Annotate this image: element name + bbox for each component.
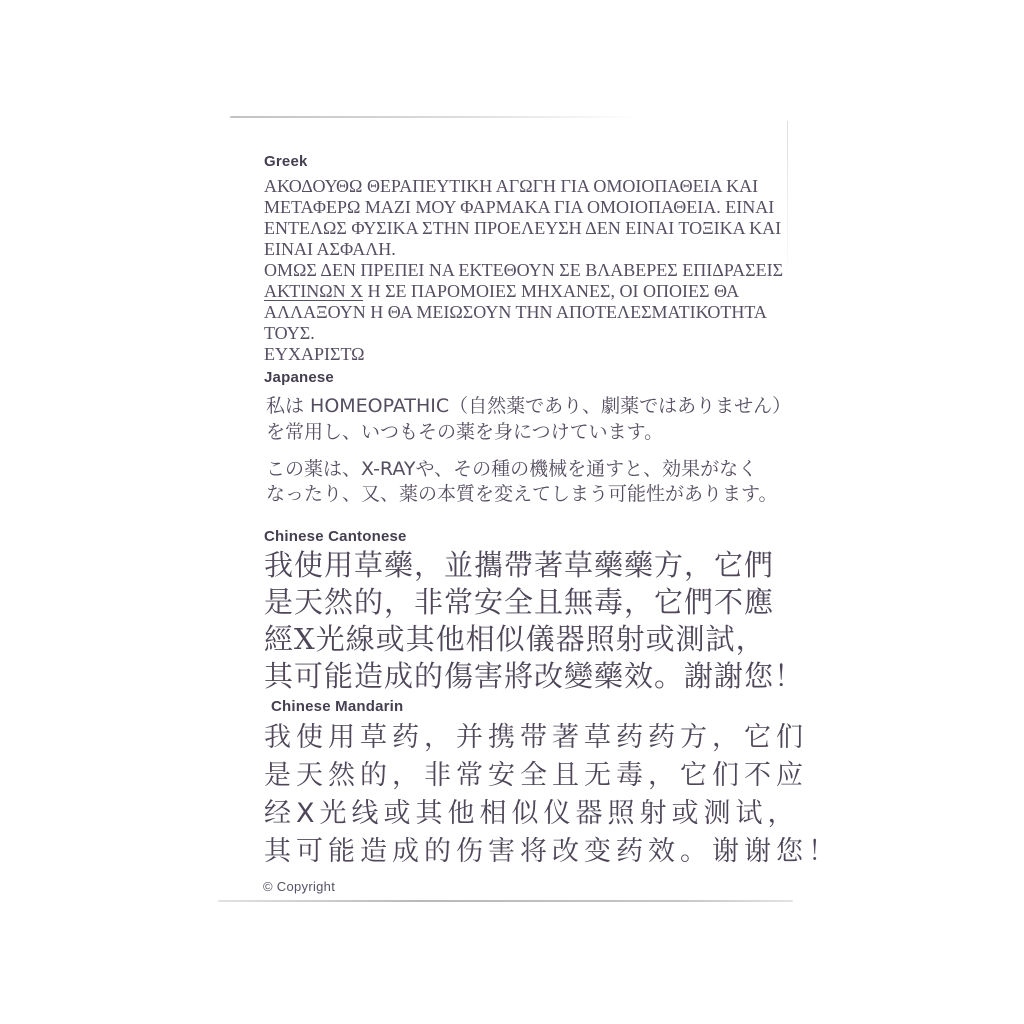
greek-text-line-2: ΜΕΤΑΦΕΡΩ ΜΑΖΙ ΜΟΥ ΦΑΡΜΑΚΑ ΓΙΑ ΟΜΟΙΟΠΑΘΕΙΑ. ΕΙΝΑΙ xyxy=(264,197,775,217)
greek-section-header: Greek xyxy=(264,153,308,170)
greek-text-line-4: ΕΙΝΑΙ ΑΣΦΑΛΗ. xyxy=(264,239,396,259)
japanese-p2-line-2: なったり、又、薬の本質を変えてしまう可能性があります。 xyxy=(266,483,778,505)
card-right-edge xyxy=(787,121,788,291)
cantonese-text-line-3: 經X光線或其他相似儀器照射或測試， xyxy=(264,622,766,656)
cantonese-section-header: Chinese Cantonese xyxy=(264,528,407,545)
greek-text-line-7: ΑΛΛΑΞΟΥΝ Η ΘΑ ΜΕΙΩΣΟΥΝ ΤΗΝ ΑΠΟΤΕΛΕΣΜΑΤΙΚΟΤΗΤΑ xyxy=(264,302,767,322)
greek-text-line-5: ΟΜΩΣ ΔΕΝ ΠΡΕΠΕΙ ΝΑ ΕΚΤΕΘΟΥΝ ΣΕ ΒΛΑΒΕΡΕΣ ΕΠΙΔΡΑΣΕΙΣ xyxy=(264,260,784,280)
mandarin-text-line-3: 经X光线或其他相似仪器照射或测试， xyxy=(264,798,800,829)
japanese-section-header: Japanese xyxy=(264,369,334,386)
greek-text-line-3: ΕΝΤΕΛΩΣ ΦΥΣΙΚΑ ΣΤΗΝ ΠΡΟΕΛΕΥΣΗ ΔΕΝ ΕΙΝΑΙ ΤΟΞΙΚΑ ΚΑΙ xyxy=(264,218,782,238)
greek-underlined-phrase: ΑΚΤΙΝΩΝ Χ xyxy=(264,281,364,301)
cantonese-text-line-2: 是天然的，非常安全且無毒，它們不應 xyxy=(264,585,775,619)
cantonese-text-line-1: 我使用草藥，並攜帶著草藥藥方，它們 xyxy=(264,548,775,582)
mandarin-text-line-4: 其可能造成的伤害将改变药效。谢谢您！ xyxy=(264,836,840,867)
mandarin-text-line-1: 我使用草药，并携带著草药药方，它们 xyxy=(264,722,808,753)
greek-text-line-6 xyxy=(264,281,739,302)
greek-text-line-8: ΤΟΥΣ. xyxy=(264,323,315,343)
japanese-p1-line-1: 私は HOMEOPATHIC（自然薬であり、劇薬ではありません） xyxy=(266,395,792,417)
cantonese-text-line-4: 其可能造成的傷害將改變藥效。謝謝您！ xyxy=(264,659,805,693)
greek-text-line-9: ΕΥΧΑΡΙΣΤΩ xyxy=(264,344,365,364)
greek-line-6-rest: Η ΣΕ ΠΑΡΟΜΟΙΕΣ ΜΗΧΑΝΕΣ, ΟΙ ΟΠΟΙΕΣ ΘΑ xyxy=(363,281,740,301)
mandarin-section-header: Chinese Mandarin xyxy=(271,698,404,715)
japanese-p2-line-1: この薬は、X-RAYや、その種の機械を通すと、効果がなく xyxy=(266,458,758,480)
greek-text-line-1: ΑΚΟΔΟΥΘΩ ΘΕΡΑΠΕΥΤΙΚΗ ΑΓΩΓΗ ΓΙΑ ΟΜΟΙΟΠΑΘΕΙΑ ΚΑΙ xyxy=(264,176,759,196)
mandarin-text-line-2: 是天然的，非常安全且无毒，它们不应 xyxy=(264,760,808,791)
card-bottom-edge xyxy=(218,900,793,902)
copyright-notice: © Copyright xyxy=(263,879,336,894)
card-top-edge xyxy=(230,116,640,118)
japanese-p1-line-2: を常用し、いつもその薬を身につけています。 xyxy=(266,421,664,443)
